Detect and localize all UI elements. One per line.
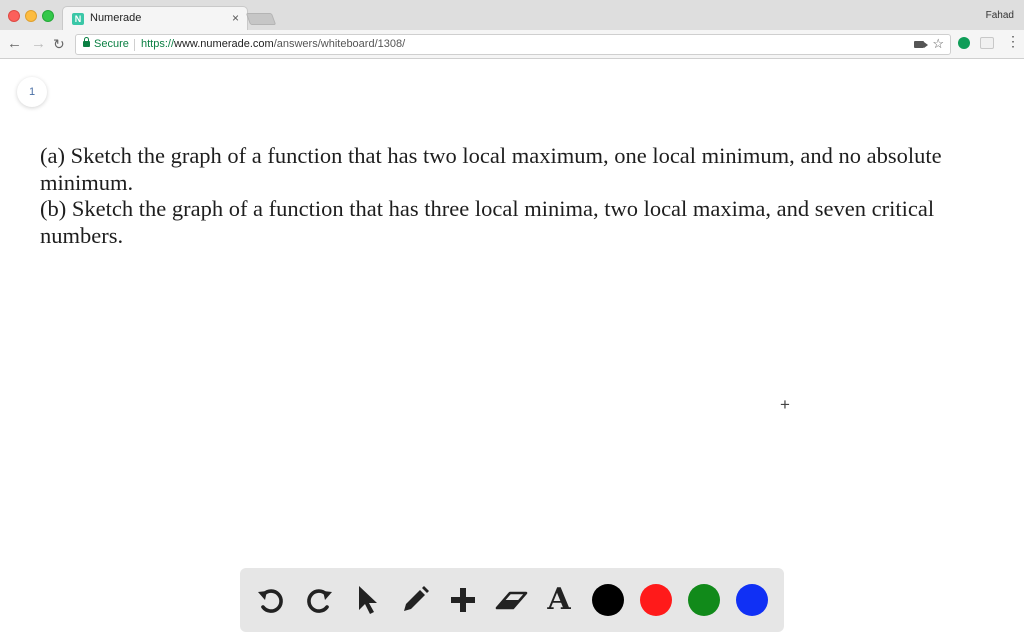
tab-close-icon[interactable]: ×: [231, 11, 239, 25]
browser-toolbar: [0, 30, 1024, 59]
url-text[interactable]: [141, 38, 405, 50]
minimize-window-button[interactable]: [25, 10, 37, 22]
url-path: /answers/whiteboard/1308/: [273, 38, 406, 50]
color-red-swatch[interactable]: [640, 584, 672, 616]
url-scheme: https://: [141, 38, 175, 50]
back-icon[interactable]: ←: [7, 35, 22, 52]
eraser-icon[interactable]: [494, 583, 528, 617]
color-blue-swatch[interactable]: [736, 584, 768, 616]
extension-icon[interactable]: [958, 37, 970, 49]
page-number-badge[interactable]: 1: [17, 77, 47, 107]
crosshair-cursor: +: [780, 395, 790, 414]
url-separator: [134, 39, 135, 51]
question-part-b: (b) Sketch the graph of a function that has three local minima, two local maxima, and seven critical numbers.: [40, 196, 935, 248]
close-window-button[interactable]: [8, 10, 20, 22]
url-host: www.numerade.com: [174, 38, 274, 50]
text-icon[interactable]: A: [547, 582, 571, 617]
numerade-favicon-icon: N: [72, 13, 84, 25]
question-part-a: (a) Sketch the graph of a function that has two local maximum, one local minimum, and no absolute minimum.: [40, 143, 942, 195]
browser-menu-icon[interactable]: ⋮: [1006, 33, 1020, 49]
camera-icon[interactable]: [914, 41, 924, 48]
maximize-window-button[interactable]: [42, 10, 54, 22]
reload-icon[interactable]: ↻: [53, 36, 65, 52]
color-black-swatch[interactable]: [592, 584, 624, 616]
forward-icon[interactable]: →: [31, 35, 46, 52]
lock-icon: [83, 41, 90, 47]
title-bar: [0, 0, 1024, 30]
color-green-swatch[interactable]: [688, 584, 720, 616]
undo-icon[interactable]: [254, 583, 288, 617]
pencil-icon[interactable]: [398, 583, 432, 617]
address-bar[interactable]: [75, 34, 951, 55]
redo-icon[interactable]: [302, 583, 336, 617]
secure-label: Secure: [94, 38, 129, 50]
plus-icon[interactable]: [446, 583, 480, 617]
cast-icon[interactable]: [980, 37, 994, 49]
browser-tab[interactable]: [62, 6, 248, 31]
tab-title: Numerade: [90, 12, 142, 24]
profile-name[interactable]: Fahad: [985, 10, 1014, 21]
bookmark-star-icon[interactable]: ☆: [932, 36, 944, 51]
question-text: [40, 143, 1000, 249]
new-tab-button[interactable]: [246, 13, 276, 25]
drawing-toolbar: [240, 568, 784, 632]
pointer-icon[interactable]: [350, 583, 384, 617]
